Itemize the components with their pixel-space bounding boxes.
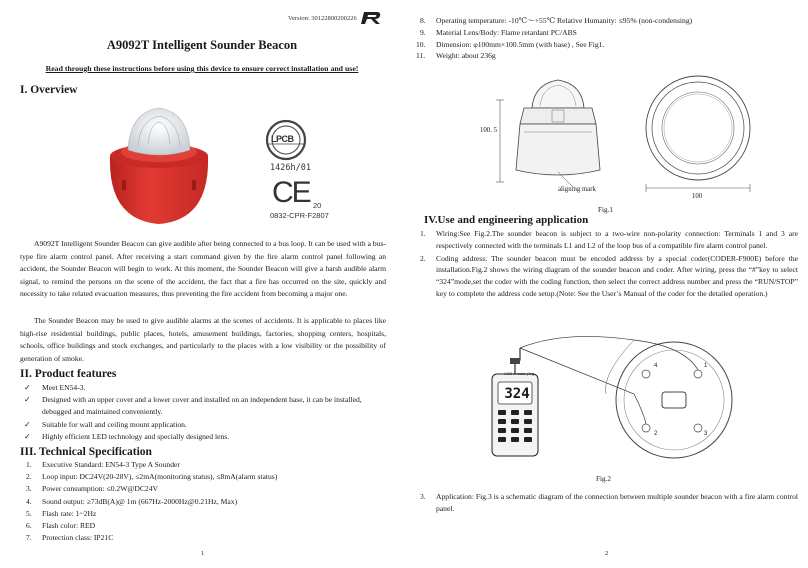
list-item: 6. Flash color: RED bbox=[26, 521, 96, 531]
list-item: 11. Weight: about 236g bbox=[416, 51, 496, 61]
check-icon: ✓ bbox=[24, 395, 31, 405]
fig1-dimension-drawing bbox=[474, 70, 764, 204]
list-item: 2. Coding address: The sounder beacon must be encoded address by a special coder(CODER-F900E) before the installation.Fig.2 shows the wiring diagram of the sounder beacon and coder. After wiring, press the “#”key to select “324”mode,set the coder with the coding function, then select the correct address number and press the “RUN/STOP” key to complete the address code setup.(Note: See the User’s Manual of the coder for the detailed operation.) bbox=[420, 253, 798, 298]
list-item: 10. Dimension: φ100mm×100.5mm (with base) , See Fig1. bbox=[416, 39, 605, 49]
list-item: 2. Loop input: DC24V(20-28V), ≤2mA(monitoring status), ≤8mA(alarm status) bbox=[26, 472, 278, 482]
fig1-width-label: 100 bbox=[692, 193, 703, 200]
overview-paragraph-2: The Sounder Beacon may be used to give audible alarms at the scenes of accidents. It is applicable to places like high-rise residential buildings, public places, hotels, amusement buildings, factories, shopping centers, hospitals, schools, office buildings and stock exchanges, and particularly to the places with a low visibility or the possibility of generation of smoke. bbox=[20, 316, 386, 363]
warning-notice: Read through these instructions before using this device to ensure correct installation and use! bbox=[45, 64, 359, 73]
specs-list bbox=[20, 459, 390, 544]
page-number-right: 2 bbox=[605, 550, 609, 557]
list-item: ✓ Suitable for wall and ceiling mount application. bbox=[20, 419, 370, 431]
check-icon: ✓ bbox=[24, 431, 31, 441]
application-heading: IV.Use and engineering application bbox=[424, 214, 589, 226]
list-item: ✓ Meet EN54-3. bbox=[20, 382, 370, 394]
specs-continued-list bbox=[414, 15, 798, 62]
features-list bbox=[20, 382, 370, 443]
overview-heading: I. Overview bbox=[20, 84, 78, 96]
list-item: 3. Application: Fig.3 is a schematic diagram of the connection between multiple sounder beacon with a fire alarm control panel. bbox=[420, 492, 798, 513]
list-item: ✓ Highly efficient LED technology and specially designed lens. bbox=[20, 431, 370, 443]
list-item: 8. Operating temperature: -10℃～+55℃ Relative Humanity: ≤95% (non-condensing) bbox=[420, 16, 693, 25]
terminal-label: 2 bbox=[654, 431, 658, 437]
ce-number: 0832-CPR-F2807 bbox=[270, 211, 329, 220]
list-item: 5. Flash rate: 1~2Hz bbox=[26, 508, 97, 518]
check-icon: ✓ bbox=[24, 383, 31, 392]
list-item: 1. Wiring:See Fig.2.The sounder beacon is subject to a two-wire non-polarity connection: Terminals 1 and 3 are respectively connected with the terminals L1 and L2 of the loop bus of a compatible fire alarm control panel. bbox=[420, 229, 798, 250]
application-list-continued bbox=[414, 491, 798, 515]
terminal-label: 1 bbox=[704, 363, 708, 369]
terminal-label: 3 bbox=[704, 431, 708, 437]
list-item: 7. Protection class: IP21C bbox=[26, 533, 114, 543]
ce-mark-icon: CE bbox=[272, 176, 310, 209]
list-item: ✓ Designed with an upper cover and a lower cover and installed on an independent base, it can be installed, debugged and maintained conveniently. bbox=[24, 395, 362, 417]
lpcb-number: 1426h/01 bbox=[270, 163, 311, 173]
fig2-caption: Fig.2 bbox=[596, 475, 611, 483]
overview-paragraph-1: A9092T Intelligent Sounder Beacon can give audible after being connected to a bus loop. It can be used with a bus-type fire alarm control panel. After receiving a start command given by the fire alarm control panel following an accident, the Sounder Beacon will begin to work. At this moment, the Sounder Beacon will give a harsh audible alarm signal, to remind the persons on the scene of the accident, the fact that a fire has occurred on the site, quickly and necessity to take related evacuation measures, thus preventing the fire accident from becoming a major one. bbox=[20, 239, 386, 299]
list-item: 9. Material Lens/Body: Flame retardant PC/ABS bbox=[420, 27, 577, 37]
list-item: 1. Executive Standard: EN54-3 Type A Sounder bbox=[26, 460, 180, 469]
check-icon: ✓ bbox=[24, 419, 31, 429]
fig1-caption: Fig.1 bbox=[598, 206, 613, 214]
fig1-height-label: 100. 5 bbox=[480, 127, 497, 134]
coder-plug-label: USB A mate plug bbox=[504, 371, 535, 376]
coder-display: 324 bbox=[504, 386, 530, 402]
ce-year: 20 bbox=[313, 201, 322, 210]
specs-heading: III. Technical Specification bbox=[20, 446, 152, 458]
page-number-left: 1 bbox=[201, 550, 205, 557]
application-list bbox=[414, 228, 798, 300]
product-image bbox=[98, 98, 220, 228]
terminal-label: 4 bbox=[654, 363, 658, 369]
list-item: 4. Sound output: ≥73dB(A)@ 1m (667Hz-2000Hz@0.21Hz, Max) bbox=[26, 496, 238, 506]
right-page bbox=[404, 0, 808, 568]
document-title: A9092T Intelligent Sounder Beacon bbox=[106, 38, 298, 52]
fig1-aligning-mark-label: aligning mark bbox=[558, 186, 596, 193]
lpcb-text: LPCB bbox=[271, 134, 294, 144]
features-heading: II. Product features bbox=[20, 368, 117, 380]
version-label: Version: 30122800200226 bbox=[288, 15, 357, 22]
brand-logo-icon bbox=[360, 11, 382, 25]
list-item: 3. Power consumption: ≤0.2W@DC24V bbox=[26, 484, 158, 494]
